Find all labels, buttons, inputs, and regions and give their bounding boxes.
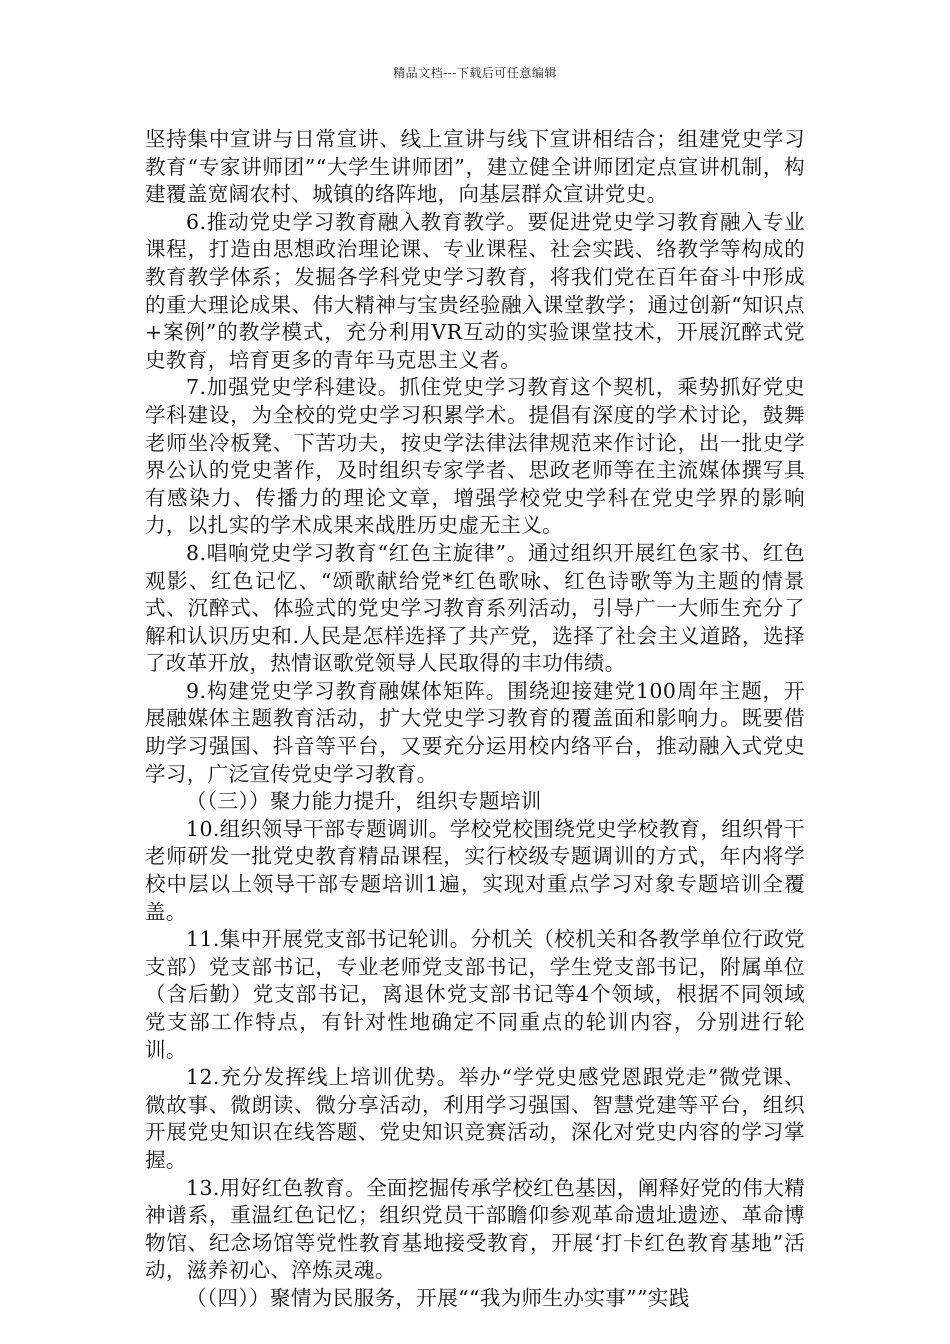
paragraph-item-12: 12.充分发挥线上培训优势。举办“学党史感党恩跟党走”微党课、微故事、微朗读、微分享活动，利用学习强国、智慧党建等平台，组织开展党史知识在线答题、党史知识竞赛活动，深化对党史内容的学习掌握。 [145, 1065, 805, 1172]
document-body [145, 126, 805, 1313]
paragraph-item-10: 10.组织领导干部专题调训。学校党校围绕党史学校教育，组织骨干老师研发一批党史教育精品课程，实行校级专题调训的方式，年内将学校中层以上领导干部专题培训1遍，实现对重点学习对象专题培训全覆盖。 [145, 816, 805, 924]
section-heading-3: （（三））聚力能力提升，组织专题培训 [186, 789, 542, 814]
page-header: 精品文档---下载后可任意编辑 [393, 66, 557, 80]
paragraph-item-8: 8.唱响党史学习教育“红色主旋律”。通过组织开展红色家书、红色观影、红色记忆、“颂歌献给党*红色歌咏、红色诗歌等为主题的情景式、沉醉式、体验式的党史学习教育系列活动，引导广一大师生充分了解和认识历史和.人民是怎样选择了共产党，选择了社会主义道路，选择了改革开放，热情讴歌党领导人民取得的丰功伟绩。 [145, 540, 805, 676]
paragraph-item-9: 9.构建党史学习教育融媒体矩阵。围绕迎接建党100周年主题，开展融媒体主题教育活动，扩大党史学习教育的覆盖面和影响力。既要借助学习强国、抖音等平台，又要充分运用校内络平台，推动融入式党史学习，广泛宣传党史学习教育。 [145, 678, 805, 786]
paragraph-item-7: 7.加强党史学科建设。抓住党史学习教育这个契机，乘势抓好党史学科建设，为全校的党史学习积累学术。提倡有深度的学术讨论，鼓舞老师坐冷板凳、下苦功夫，按史学法律法律规范来作讨论，出一批史学界公认的党史著作，及时组织专家学者、思政老师等在主流媒体撰写具有感染力、传播力的理论文章，增强学校党史学科在党史学界的影响力，以扎实的学术成果来战胜历史虚无主义。 [145, 375, 805, 538]
paragraph-item-11: 11.集中开展党支部书记轮训。分机关（校机关和各教学单位行政党支部）党支部书记，专业老师党支部书记，学生党支部书记，附属单位（含后勤）党支部书记，离退休党支部书记等4个领域，根据不同领域党支部工作特点，有针对性地确定不同重点的轮训内容，分别进行轮训。 [145, 927, 805, 1062]
paragraph-continued: 坚持集中宣讲与日常宣讲、线上宣讲与线下宣讲相结合；组建党史学习教育“专家讲师团”“大学生讲师团”，建立健全讲师团定点宣讲机制，构建覆盖宽阔农村、城镇的络阵地，向基层群众宣讲党史。 [145, 127, 805, 207]
paragraph-item-13: 13.用好红色教育。全面挖掘传承学校红色基因，阐释好党的伟大精神谱系，重温红色记忆；组织党员干部瞻仰参观革命遗址遗迹、革命博物馆、纪念场馆等党性教育基地接受教育，开展‘打卡红色教育基地”活动，滋养初心、淬炼灵魂。 [145, 1175, 805, 1283]
paragraph-item-6: 6.推动党史学习教育融入教育教学。要促进党史学习教育融入专业课程，打造由思想政治理论课、专业课程、社会实践、络教学等构成的教育教学体系；发掘各学科党史学习教育，将我们党在百年奋斗中形成的重大理论成果、伟大精神与宝贵经验融入课堂教学；通过创新“知识点+案例”的教学模式，充分利用VR互动的实验课堂技术，开展沉醉式党史教育，培育更多的青年马克思主义者。 [145, 209, 805, 372]
section-heading-4: （（四））聚情为民服务，开展““我为师生办实事””实践 [186, 1285, 690, 1310]
